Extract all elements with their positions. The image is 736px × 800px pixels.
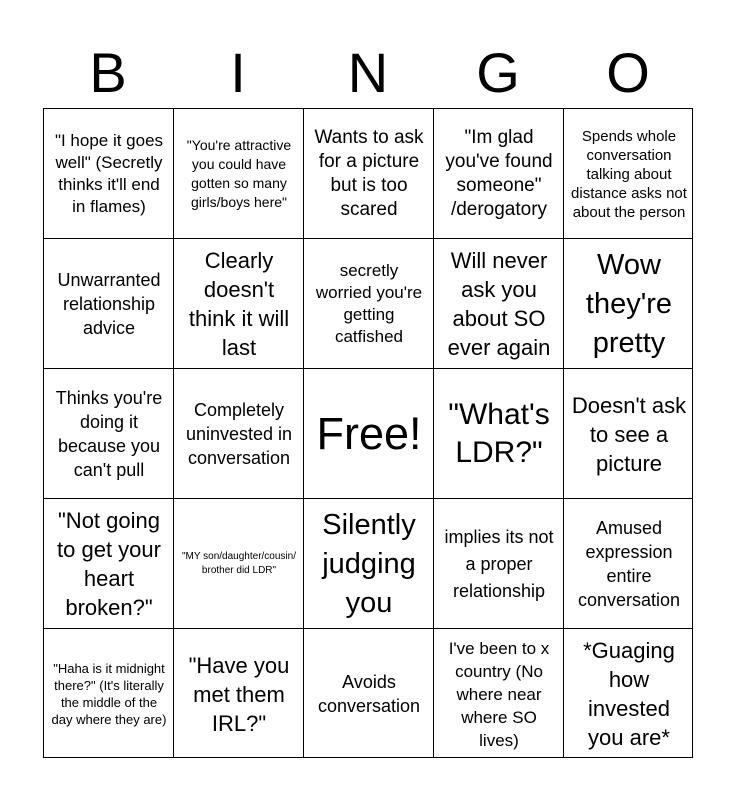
bingo-cell[interactable]: [304, 109, 434, 239]
bingo-cell[interactable]: [174, 629, 304, 759]
bingo-header: [43, 38, 693, 108]
grid-divider: [43, 368, 693, 369]
header-letter-g: G: [476, 41, 520, 104]
cell-text: Completely uninvested in conversation: [185, 400, 293, 468]
cell-text: Will never ask you about SO ever again: [447, 248, 551, 360]
bingo-cell[interactable]: [434, 109, 564, 239]
bingo-cell[interactable]: [174, 239, 304, 369]
cell-text: "Not going to get your heart broken?": [57, 508, 161, 620]
cell-text: Amused expression entire conversation: [577, 518, 681, 610]
header-letter-b: B: [89, 41, 127, 104]
cell-text: I've been to x country (No where near where SO lives): [448, 638, 550, 750]
cell-text: *Guaging how invested you are*: [583, 638, 675, 750]
cell-text: Wow they're pretty: [585, 248, 673, 359]
bingo-cell[interactable]: [434, 369, 564, 499]
cell-text: Clearly doesn't think it will last: [188, 248, 290, 360]
header-letter-i: I: [230, 41, 246, 104]
header-letter-o: O: [606, 41, 650, 104]
cell-text: "Have you met them IRL?": [188, 652, 290, 736]
grid-divider: [43, 238, 693, 239]
bingo-cell[interactable]: [174, 369, 304, 499]
cell-text: Silently judging you: [322, 508, 416, 619]
free-space-text: Free!: [316, 408, 422, 459]
cell-text: "Im glad you've found someone" /derogatory: [445, 127, 553, 220]
cell-text: "Haha is it midnight there?" (It's literally the middle of the day where they are): [51, 661, 167, 727]
bingo-cell[interactable]: [44, 109, 174, 239]
cell-text: "What's LDR?": [448, 398, 550, 469]
free-space[interactable]: [304, 369, 434, 499]
cell-text: Wants to ask for a picture but is too scared: [314, 127, 424, 220]
bingo-cell[interactable]: [564, 239, 694, 369]
cell-text: Unwarranted relationship advice: [57, 270, 161, 338]
bingo-cell[interactable]: [304, 239, 434, 369]
grid-divider: [173, 108, 174, 758]
grid-divider: [303, 108, 304, 758]
cell-text: "MY son/daughter/cousin/ brother did LDR": [182, 551, 296, 576]
bingo-cell[interactable]: [564, 109, 694, 239]
bingo-cell[interactable]: [304, 629, 434, 759]
bingo-cell[interactable]: [174, 499, 304, 629]
cell-text: secretly worried you're getting catfished: [315, 261, 423, 346]
bingo-cell[interactable]: [434, 499, 564, 629]
cell-text: Thinks you're doing it because you can't pull: [55, 388, 163, 480]
grid-divider: [433, 108, 434, 758]
cell-text: "You're attractive you could have gotten so many girls/boys here": [186, 137, 292, 210]
cell-text: Avoids conversation: [317, 672, 421, 716]
header-letter-n: N: [347, 41, 389, 104]
cell-text: "I hope it goes well" (Secretly thinks it'll end in flames): [54, 131, 164, 216]
cell-text: implies its not a proper relationship: [444, 526, 554, 601]
bingo-cell[interactable]: [44, 239, 174, 369]
bingo-board: [43, 108, 693, 758]
bingo-cell[interactable]: [564, 499, 694, 629]
bingo-cell[interactable]: [434, 629, 564, 759]
bingo-cell[interactable]: [304, 499, 434, 629]
cell-text: Doesn't ask to see a picture: [571, 392, 687, 476]
bingo-cell[interactable]: [564, 369, 694, 499]
grid-divider: [43, 498, 693, 499]
bingo-cell[interactable]: [44, 499, 174, 629]
grid-divider: [43, 628, 693, 629]
grid-divider: [563, 108, 564, 758]
bingo-cell[interactable]: [564, 629, 694, 759]
bingo-cell[interactable]: [44, 369, 174, 499]
bingo-cell[interactable]: [434, 239, 564, 369]
bingo-cell[interactable]: [44, 629, 174, 759]
bingo-cell[interactable]: [174, 109, 304, 239]
cell-text: Spends whole conversation talking about distance asks not about the person: [571, 127, 687, 221]
